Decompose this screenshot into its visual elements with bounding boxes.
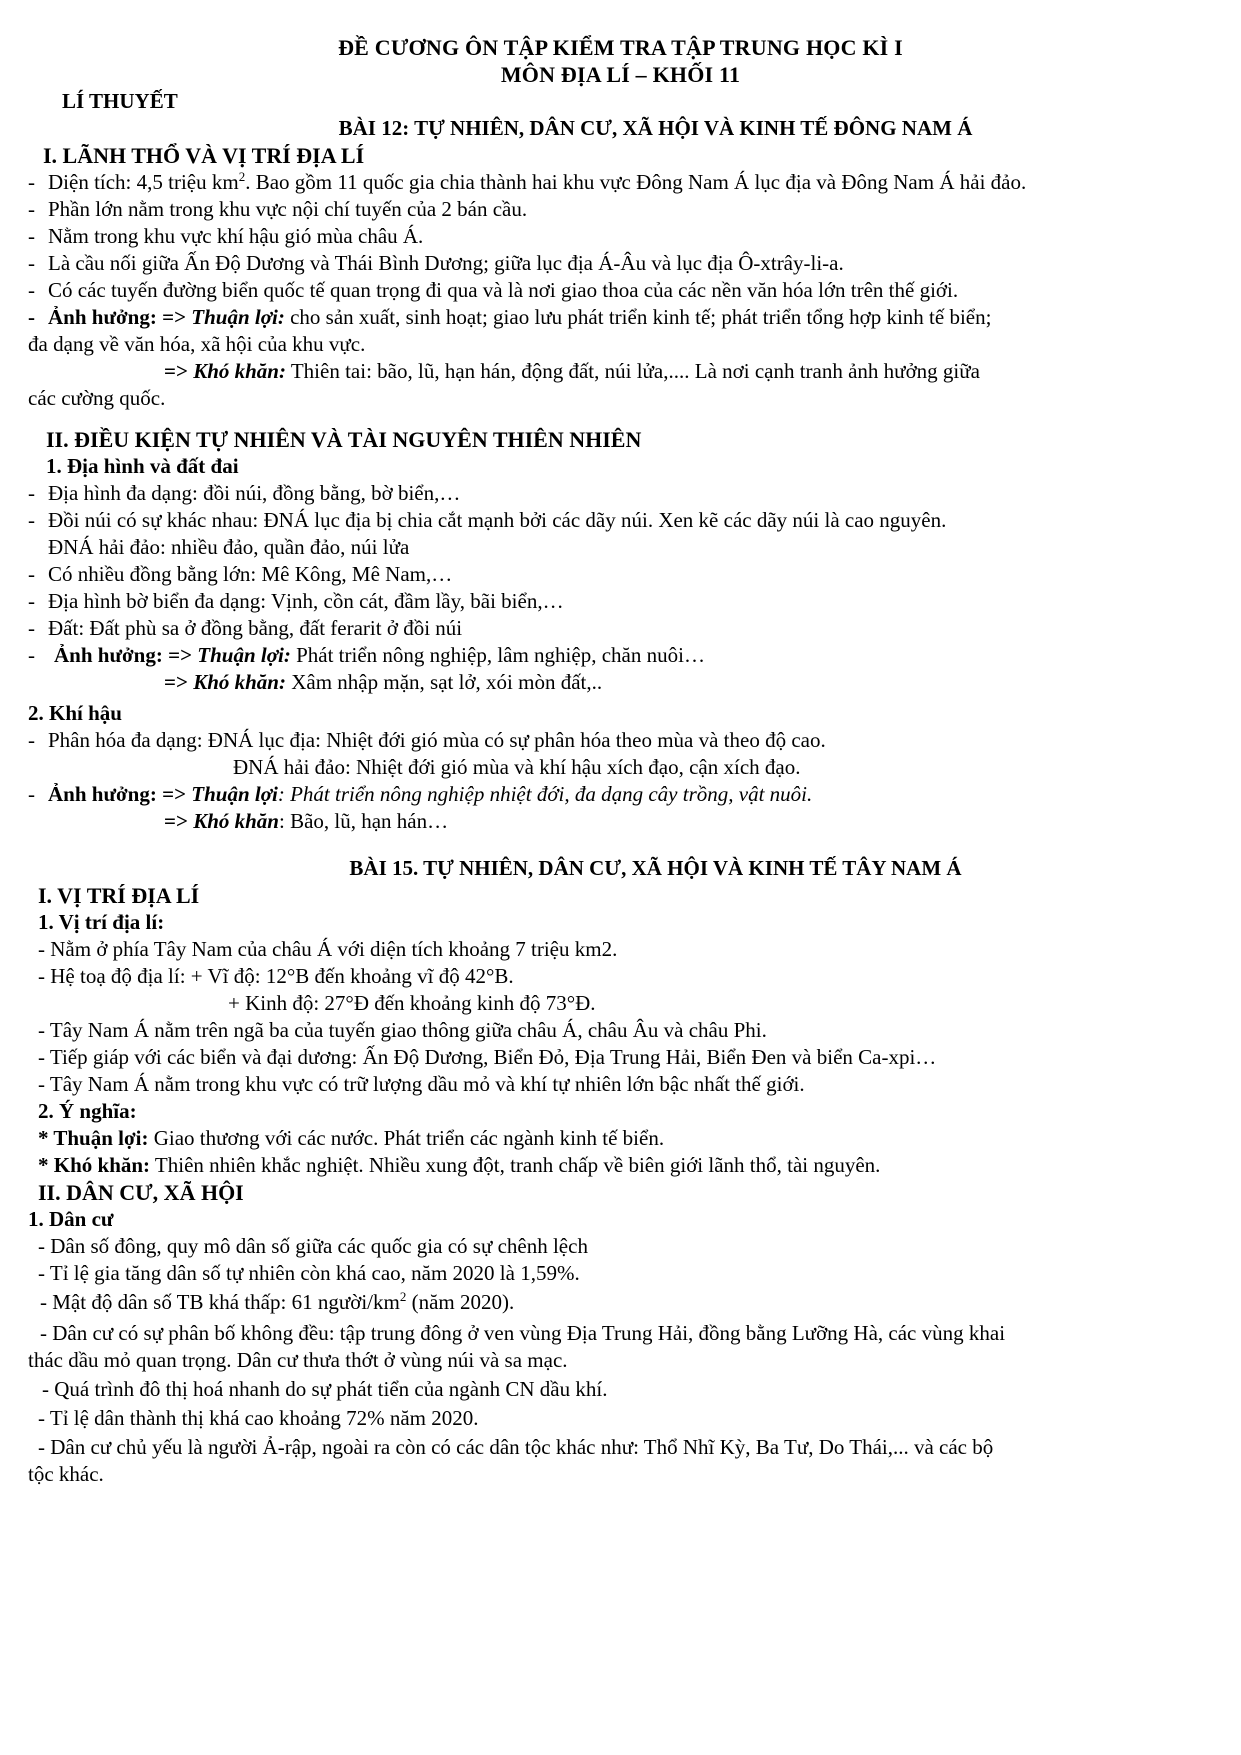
list-item: - Nằm ở phía Tây Nam của châu Á với diện tích khoảng 7 triệu km2.: [38, 937, 618, 961]
influence-advantage-cont: đa dạng về văn hóa, xã hội của khu vực.: [28, 332, 366, 356]
list-item-cont: + Kinh độ: 27°Đ đến khoảng kinh độ 73°Đ.: [228, 991, 596, 1015]
meaning-difficulty: * Khó khăn: Thiên nhiên khắc nghiệt. Nhiều xung đột, tranh chấp về biên giới lãnh thổ, tài nguyên.: [38, 1153, 881, 1177]
lesson12-title: BÀI 12: TỰ NHIÊN, DÂN CƯ, XÃ HỘI VÀ KINH TẾ ĐÔNG NAM Á: [338, 116, 973, 140]
lesson15-sub1: 1. Vị trí địa lí:: [38, 910, 165, 934]
influence-difficulty: => Khó khăn: Xâm nhập mặn, sạt lở, xói mòn đất,..: [164, 670, 603, 694]
list-item-cont: ĐNÁ hải đảo: nhiều đảo, quần đảo, núi lửa: [48, 535, 410, 559]
lesson12-sub1: 1. Địa hình và đất đai: [46, 454, 239, 478]
lesson15-sec1-heading: I. VỊ TRÍ ĐỊA LÍ: [38, 883, 200, 908]
lesson15-sec2-heading: II. DÂN CƯ, XÃ HỘI: [38, 1180, 244, 1205]
list-item: - Đất: Đất phù sa ở đồng bằng, đất ferarit ở đồi núi: [28, 616, 463, 640]
influence-difficulty: => Khó khăn: Thiên tai: bão, lũ, hạn hán, động đất, núi lửa,.... Là nơi cạnh tranh ảnh hưởng giữa: [164, 359, 980, 383]
list-item: - Địa hình bờ biển đa dạng: Vịnh, cồn cát, đầm lầy, bãi biển,…: [28, 589, 564, 613]
meaning-advantage: * Thuận lợi: Giao thương với các nước. Phát triển các ngành kinh tế biển.: [38, 1126, 665, 1150]
list-item-cont: ĐNÁ hải đảo: Nhiệt đới gió mùa và khí hậu xích đạo, cận xích đạo.: [233, 755, 801, 779]
lesson15-sub2: 2. Ý nghĩa:: [38, 1099, 137, 1123]
influence-difficulty-cont: các cường quốc.: [28, 386, 166, 410]
list-item: - Tiếp giáp với các biển và đại dương: Ấn Độ Dương, Biển Đỏ, Địa Trung Hải, Biển Đen và biển Ca-xpi…: [38, 1045, 937, 1069]
list-item: - Phân hóa đa dạng: ĐNÁ lục địa: Nhiệt đới gió mùa có sự phân hóa theo mùa và theo độ cao.: [28, 728, 826, 752]
list-item: - Dân số đông, quy mô dân số giữa các quốc gia có sự chênh lệch: [38, 1234, 588, 1258]
lesson15-sec2-sub1: 1. Dân cư: [28, 1207, 114, 1231]
lesson12-sub2: 2. Khí hậu: [28, 701, 122, 725]
list-item-cont: thác dầu mỏ quan trọng. Dân cư thưa thớt ở vùng núi và sa mạc.: [28, 1348, 568, 1372]
list-item: - Hệ toạ độ địa lí: + Vĩ độ: 12°B đến khoảng vĩ độ 42°B.: [38, 964, 514, 988]
list-item: - Có nhiều đồng bằng lớn: Mê Kông, Mê Nam,…: [28, 562, 453, 586]
list-item: - Có các tuyến đường biển quốc tế quan trọng đi qua và là nơi giao thoa của các nền văn hóa lớn trên thế giới.: [28, 278, 959, 302]
theory-heading: LÍ THUYẾT: [62, 89, 178, 113]
list-item: - Dân cư có sự phân bố không đều: tập trung đông ở ven vùng Địa Trung Hải, đồng bằng Lưỡng Hà, các vùng khai: [40, 1321, 1006, 1345]
list-item: - Nằm trong khu vực khí hậu gió mùa châu Á.: [28, 224, 424, 248]
list-item: - Diện tích: 4,5 triệu $km^2$. Bao gồm 11 quốc gia chia thành hai khu vực Đông Nam Á lục địa và Đông Nam Á hải đảo.: [28, 169, 1027, 194]
list-item: - Dân cư chủ yếu là người Ả-rập, ngoài ra còn có các dân tộc khác như: Thổ Nhĩ Kỳ, Ba Tư, Do Thái,... và các bộ: [38, 1435, 994, 1459]
lesson15-title: BÀI 15. TỰ NHIÊN, DÂN CƯ, XÃ HỘI VÀ KINH TẾ TÂY NAM Á: [349, 856, 962, 880]
influence-advantage: - Ảnh hưởng: => Thuận lợi: Phát triển nông nghiệp nhiệt đới, đa dạng cây trồng, vật nuôi.: [28, 782, 813, 806]
lesson12-sec2-heading: II. ĐIỀU KIỆN TỰ NHIÊN VÀ TÀI NGUYÊN THIÊN NHIÊN: [46, 427, 642, 452]
doc-subtitle: MÔN ĐỊA LÍ – KHỐI 11: [500, 62, 741, 87]
list-item: - Quá trình đô thị hoá nhanh do sự phát tiển của ngành CN dầu khí.: [42, 1377, 608, 1401]
list-item: - Địa hình đa dạng: đồi núi, đồng bằng, bờ biển,…: [28, 481, 461, 505]
list-item: - Tây Nam Á nằm trên ngã ba của tuyến giao thông giữa châu Á, châu Âu và châu Phi.: [38, 1018, 767, 1042]
list-item: - Tỉ lệ gia tăng dân số tự nhiên còn khá cao, năm 2020 là 1,59%.: [38, 1261, 580, 1285]
list-item: - Tỉ lệ dân thành thị khá cao khoảng 72% năm 2020.: [38, 1406, 479, 1430]
list-item: - Là cầu nối giữa Ấn Độ Dương và Thái Bình Dương; giữa lục địa Á-Âu và lục địa Ô-xtrây-li-a.: [28, 251, 844, 275]
list-item: - Mật độ dân số TB khá thấp: 61 người/$km^2$ (năm 2020).: [40, 1289, 515, 1314]
list-item-cont: tộc khác.: [28, 1462, 104, 1486]
document-page: [28, 34, 1213, 1488]
influence-difficulty: => Khó khăn: Bão, lũ, hạn hán…: [164, 809, 449, 833]
doc-title: ĐỀ CƯƠNG ÔN TẬP KIỂM TRA TẬP TRUNG HỌC KÌ I: [338, 35, 903, 60]
list-item: - Tây Nam Á nằm trong khu vực có trữ lượng dầu mỏ và khí tự nhiên lớn bậc nhất thế giới.: [38, 1072, 805, 1096]
influence-advantage: - Ảnh hưởng: => Thuận lợi: cho sản xuất, sinh hoạt; giao lưu phát triển kinh tế; phát triển tổng hợp kinh tế biển;: [28, 305, 992, 329]
list-item: - Phần lớn nằm trong khu vực nội chí tuyến của 2 bán cầu.: [28, 197, 528, 221]
list-item: - Đồi núi có sự khác nhau: ĐNÁ lục địa bị chia cắt mạnh bởi các dãy núi. Xen kẽ các dãy núi là cao nguyên.: [28, 508, 947, 532]
influence-advantage: - Ảnh hưởng: => Thuận lợi: Phát triển nông nghiệp, lâm nghiệp, chăn nuôi…: [28, 643, 705, 667]
lesson12-sec1-heading: I. LÃNH THỔ VÀ VỊ TRÍ ĐỊA LÍ: [43, 143, 365, 168]
